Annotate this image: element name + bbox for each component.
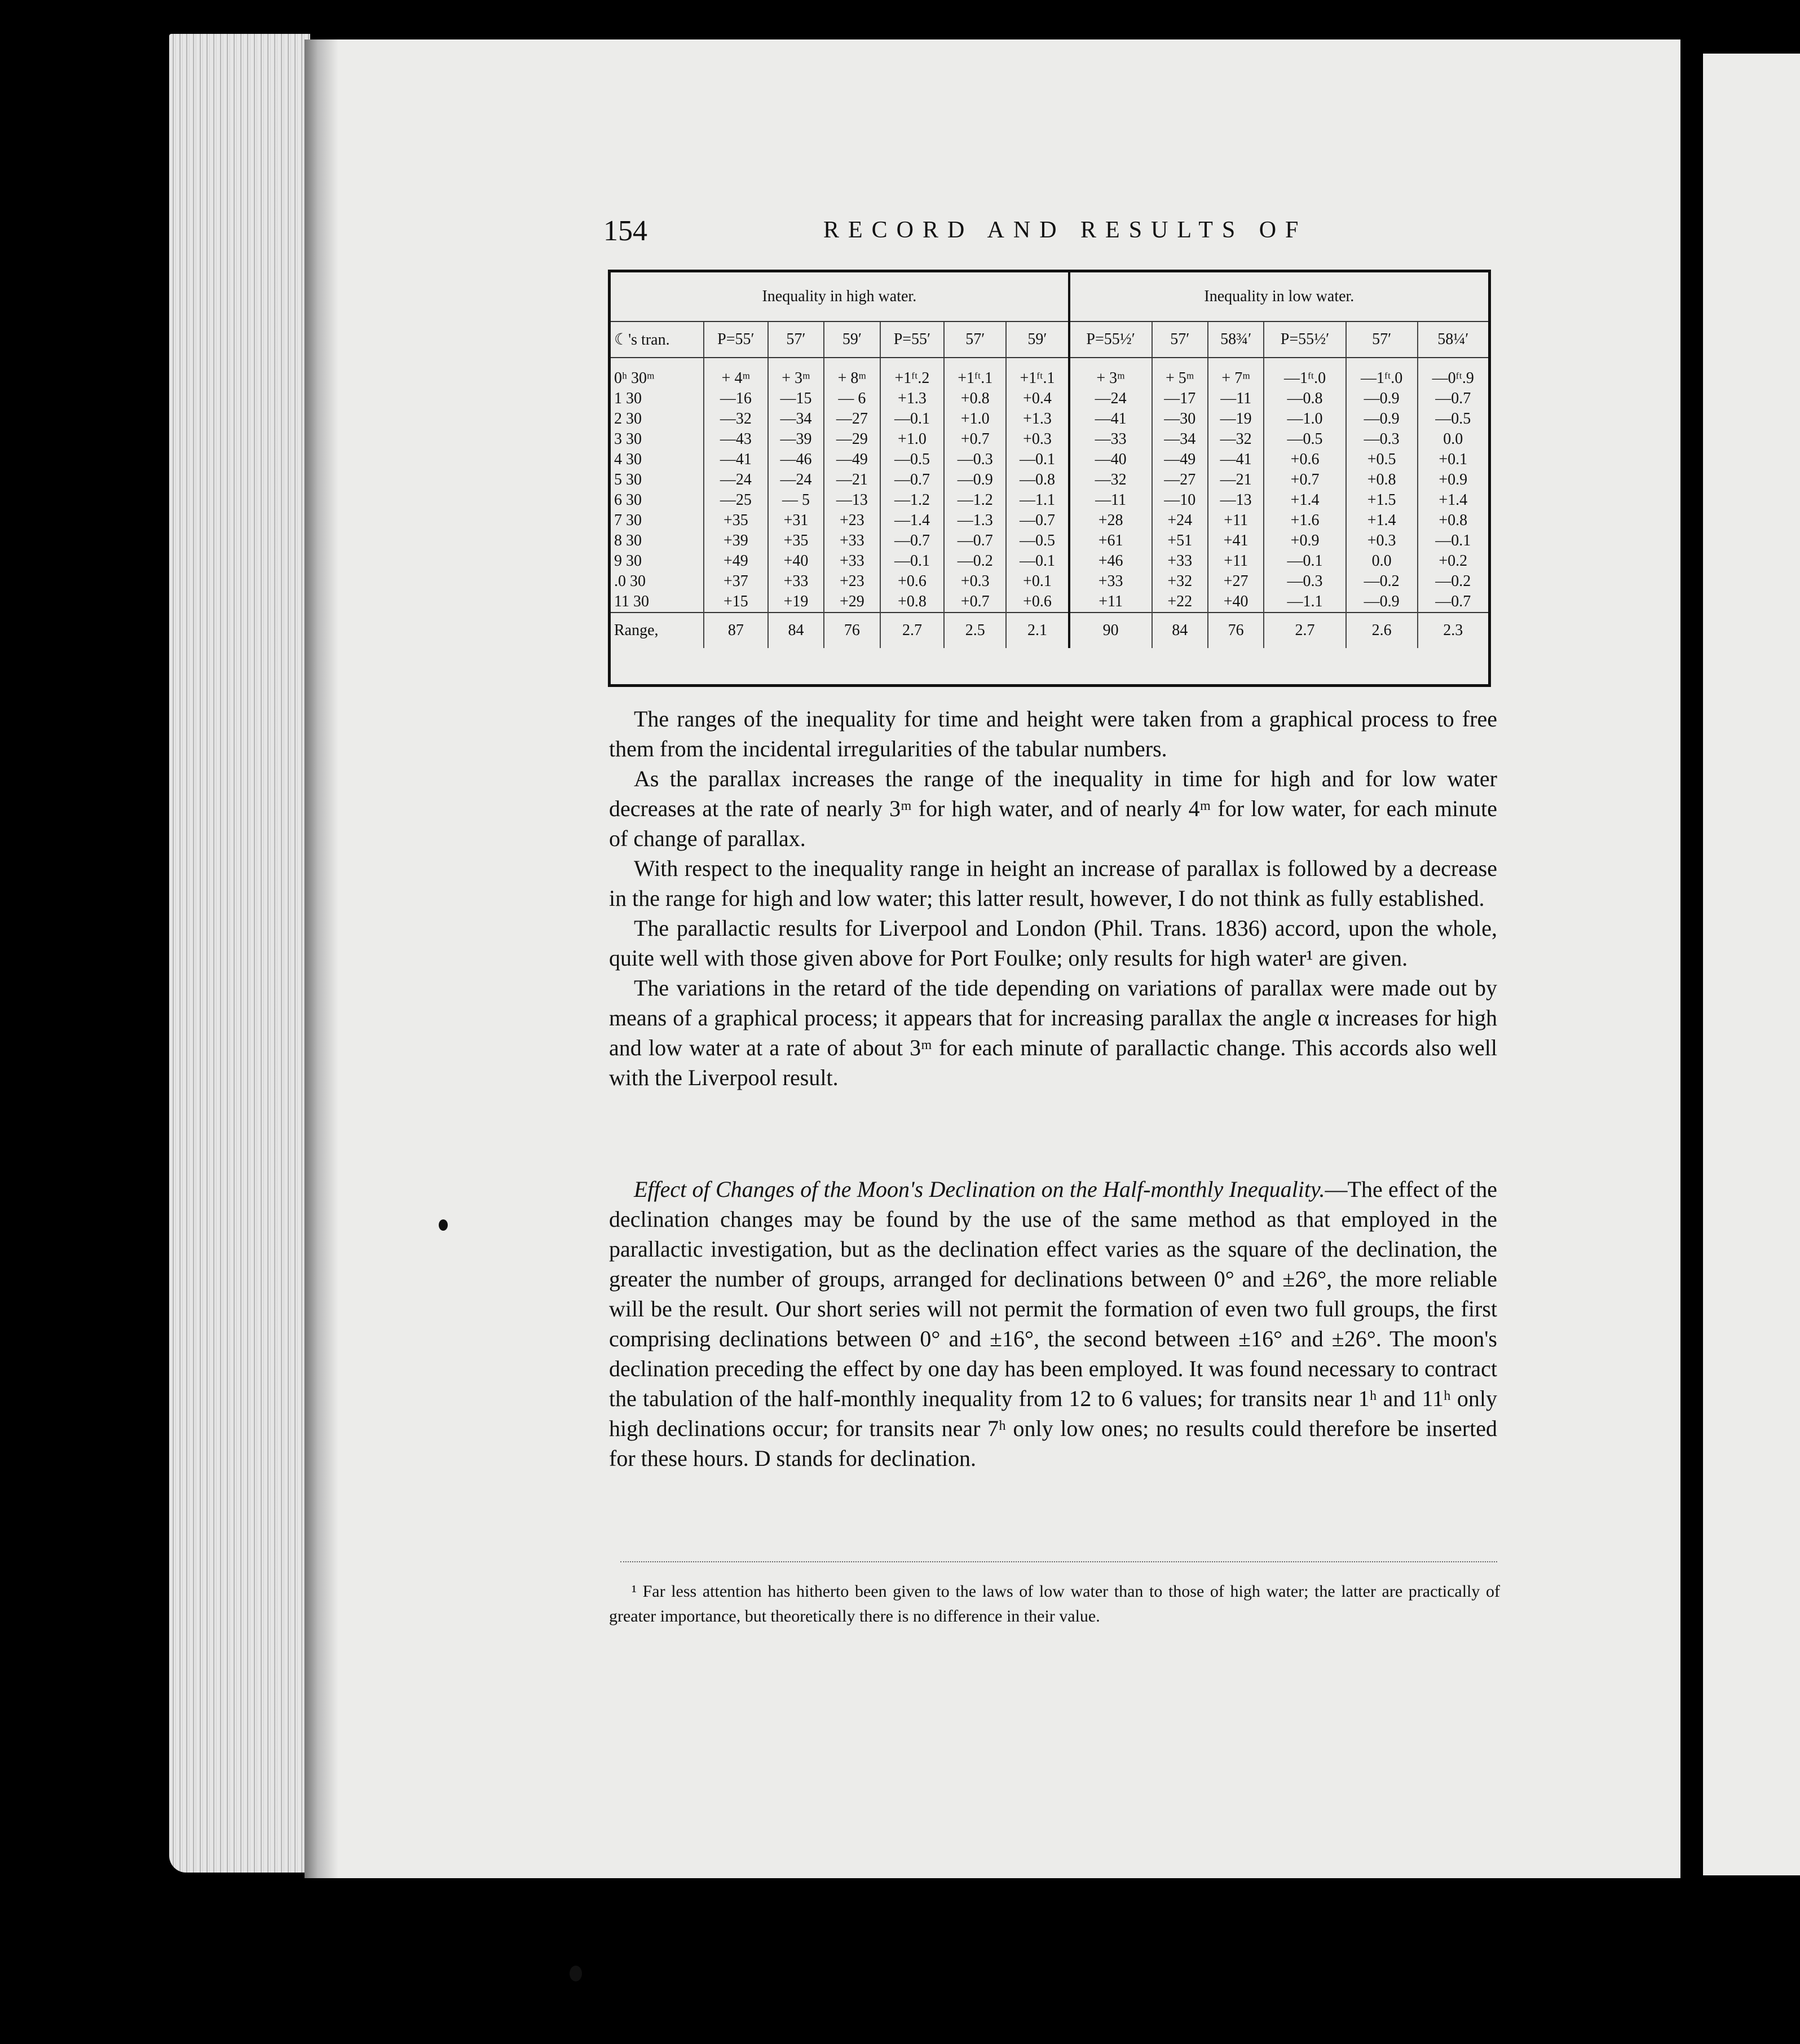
table-cell: —0.3 [944, 450, 1006, 470]
table-cell: —1.0 [1264, 409, 1345, 429]
table-cell: —15 [768, 389, 824, 409]
table-cell: —1ᶠᵗ.0 [1346, 358, 1418, 389]
table-cell: —24 [768, 470, 824, 490]
table-cell: +41 [1208, 531, 1264, 551]
table-cell: + 4ᵐ [704, 358, 768, 389]
table-row [611, 551, 1488, 571]
running-head: RECORD AND RESULTS OF [823, 217, 1308, 243]
table-cell: —41 [1069, 409, 1152, 429]
paragraph: The ranges of the inequality for time and height were taken from a graphical process to free them from the incidental irregularities of the tabular numbers. [609, 706, 1497, 761]
table-cell: —0.1 [880, 409, 945, 429]
table-cell: +0.1 [1006, 571, 1069, 592]
range-cell: 2.7 [880, 613, 945, 648]
table-cell: +22 [1152, 592, 1208, 613]
table-cell: —24 [704, 470, 768, 490]
paragraph: As the parallax increases the range of the inequality in time for high and for low water decreases at the rate of nearly 3ᵐ for high water, and of nearly 4ᵐ for low water, for each minute of change of parallax. [609, 766, 1497, 851]
table-cell: —0.5 [1264, 429, 1345, 450]
paragraph: The variations in the retard of the tide depending on variations of parallax were made out by means of a graphical process; it appears that for increasing parallax the angle α increases for high and low water at a rate of about 3ᵐ for each minute of parallactic change. This accords also well with the Liverpool result. [609, 975, 1497, 1090]
table-cell: +0.1 [1418, 450, 1488, 470]
footnote-rule [620, 1561, 1497, 1562]
table-cell: —0.8 [1264, 389, 1345, 409]
table-cell: +19 [768, 592, 824, 613]
table-cell: —33 [1069, 429, 1152, 450]
table-cell: —0.3 [1346, 429, 1418, 450]
range-cell: 76 [824, 613, 880, 648]
table-cell: —11 [1069, 490, 1152, 510]
table-cell: —49 [1152, 450, 1208, 470]
range-cell: 84 [768, 613, 824, 648]
transit-time-cell: 11 30 [614, 593, 649, 610]
table-cell: —0.7 [1418, 389, 1488, 409]
table-row [611, 409, 1488, 429]
table-cell: —40 [1069, 450, 1152, 470]
table-cell: —0.9 [1346, 409, 1418, 429]
column-header: 59′ [824, 321, 880, 358]
table-row [611, 450, 1488, 470]
table-cell: —24 [1069, 389, 1152, 409]
table-cell: —0.9 [1346, 592, 1418, 613]
facing-page-edge [1703, 54, 1800, 1875]
table-cell: +27 [1208, 571, 1264, 592]
book-page-edges [169, 34, 310, 1873]
table-cell: +0.9 [1418, 470, 1488, 490]
table-cell: +35 [704, 510, 768, 531]
table-cell: —1.2 [880, 490, 945, 510]
table-cell: —34 [768, 409, 824, 429]
table-cell: +23 [824, 510, 880, 531]
column-header: P=55′ [880, 321, 945, 358]
table-cell: + 3ᵐ [768, 358, 824, 389]
table-cell: +1.6 [1264, 510, 1345, 531]
table-cell: +61 [1069, 531, 1152, 551]
paragraph: With respect to the inequality range in height an increase of parallax is followed by a decrease in the range for high and low water; this latter result, however, I do not think as fully established. [609, 856, 1497, 911]
table-cell: —13 [824, 490, 880, 510]
transit-time-cell: 2 30 [614, 410, 642, 428]
table-cell: —27 [824, 409, 880, 429]
table-cell: +1.3 [880, 389, 945, 409]
table-cell: +1.5 [1346, 490, 1418, 510]
column-header: 59′ [1006, 321, 1069, 358]
table-cell: + 8ᵐ [824, 358, 880, 389]
table-cell: —1.2 [944, 490, 1006, 510]
section-heading: Effect of Changes of the Moon's Declination on the Half-monthly Inequality. [634, 1177, 1325, 1202]
table-cell: + 5ᵐ [1152, 358, 1208, 389]
table-cell: +0.3 [944, 571, 1006, 592]
table-cell: +1.4 [1418, 490, 1488, 510]
table-cell: +0.8 [944, 389, 1006, 409]
table-cell: + 7ᵐ [1208, 358, 1264, 389]
table-cell: +1.0 [944, 409, 1006, 429]
column-header: 58¾′ [1208, 321, 1264, 358]
table-cell: +0.8 [1346, 470, 1418, 490]
table-cell: —25 [704, 490, 768, 510]
table-cell: —0.1 [1264, 551, 1345, 571]
table-cell: +31 [768, 510, 824, 531]
table-cell: —21 [824, 470, 880, 490]
column-header: 57′ [944, 321, 1006, 358]
table-cell: +23 [824, 571, 880, 592]
table-cell: +0.7 [944, 592, 1006, 613]
table-cell: —30 [1152, 409, 1208, 429]
table-cell: —34 [1152, 429, 1208, 450]
table-cell: —13 [1208, 490, 1264, 510]
table-row [611, 571, 1488, 592]
group-header-low-water: Inequality in low water. [1069, 272, 1488, 321]
table-cell: +0.7 [944, 429, 1006, 450]
table-cell: +24 [1152, 510, 1208, 531]
column-header: 57′ [768, 321, 824, 358]
table-cell: +0.8 [880, 592, 945, 613]
transit-time-cell: 9 30 [614, 552, 642, 570]
table-cell: +0.4 [1006, 389, 1069, 409]
table-cell: +46 [1069, 551, 1152, 571]
table-cell: —0.5 [1418, 409, 1488, 429]
table-cell: +33 [1152, 551, 1208, 571]
table-cell: +1ᶠᵗ.1 [944, 358, 1006, 389]
table-cell: —41 [1208, 450, 1264, 470]
table-row [611, 358, 1488, 389]
table-cell: —0.9 [1346, 389, 1418, 409]
footnote-text: ¹ Far less attention has hitherto been given to the laws of low water than to those of high water; the latter are practically of greater importance, but theoretically there is no difference in their value. [609, 1582, 1500, 1625]
table-cell: —0.3 [1264, 571, 1345, 592]
table-cell: —21 [1208, 470, 1264, 490]
table-row [611, 531, 1488, 551]
table-cell: —19 [1208, 409, 1264, 429]
table-cell: —0.5 [880, 450, 945, 470]
ink-spot [439, 1219, 448, 1231]
body-text [609, 704, 1497, 1093]
table-cell: +1.0 [880, 429, 945, 450]
range-cell: 2.3 [1418, 613, 1488, 648]
table-row [611, 510, 1488, 531]
table-cell: —1.1 [1264, 592, 1345, 613]
table-cell: —0ᶠᵗ.9 [1418, 358, 1488, 389]
transit-time-cell: 1 30 [614, 390, 642, 407]
range-cell: 76 [1208, 613, 1264, 648]
table-cell: —0.2 [1418, 571, 1488, 592]
range-label: Range, [611, 613, 704, 648]
table-row [611, 389, 1488, 409]
column-header: ☾'s tran. [611, 321, 704, 358]
table-cell: —0.7 [1418, 592, 1488, 613]
table-cell: 0.0 [1418, 429, 1488, 450]
table-cell: — 5 [768, 490, 824, 510]
range-cell: 2.5 [944, 613, 1006, 648]
table-cell: —32 [704, 409, 768, 429]
paragraph: The parallactic results for Liverpool and London (Phil. Trans. 1836) accord, upon the whole, quite well with those given above for Port Foulke; only results for high water¹ are given. [609, 915, 1497, 971]
column-header: P=55½′ [1264, 321, 1345, 358]
table-cell: —0.1 [1418, 531, 1488, 551]
footnote [609, 1579, 1500, 1629]
table-cell: —49 [824, 450, 880, 470]
table-cell: 0.0 [1346, 551, 1418, 571]
column-header: P=55½′ [1069, 321, 1152, 358]
range-cell: 84 [1152, 613, 1208, 648]
table-cell: +1ᶠᵗ.2 [880, 358, 945, 389]
table-cell: +0.3 [1006, 429, 1069, 450]
table-cell: —39 [768, 429, 824, 450]
table-cell: +1.4 [1264, 490, 1345, 510]
table-cell: —0.9 [944, 470, 1006, 490]
group-header-high-water: Inequality in high water. [762, 288, 917, 305]
range-cell: 2.6 [1346, 613, 1418, 648]
table-cell: +1ᶠᵗ.1 [1006, 358, 1069, 389]
range-cell: 2.7 [1264, 613, 1345, 648]
table-cell: —0.7 [880, 531, 945, 551]
table-cell: +51 [1152, 531, 1208, 551]
transit-time-cell: 7 30 [614, 512, 642, 529]
table-cell: —17 [1152, 389, 1208, 409]
table-cell: —1.1 [1006, 490, 1069, 510]
table-cell: +11 [1208, 551, 1264, 571]
table-cell: —10 [1152, 490, 1208, 510]
table-cell: —1.3 [944, 510, 1006, 531]
page-number: 154 [603, 215, 647, 247]
transit-time-cell: .0 30 [614, 572, 646, 590]
column-header: 58¼′ [1418, 321, 1488, 358]
transit-time-cell: 6 30 [614, 491, 642, 509]
column-header: 57′ [1152, 321, 1208, 358]
range-cell: 90 [1069, 613, 1152, 648]
table-cell: —0.1 [880, 551, 945, 571]
table-cell: +0.6 [1006, 592, 1069, 613]
table-cell: —0.7 [944, 531, 1006, 551]
table-cell: —0.2 [1346, 571, 1418, 592]
table-cell: +28 [1069, 510, 1152, 531]
table-cell: —0.7 [880, 470, 945, 490]
table-cell: +0.2 [1418, 551, 1488, 571]
table-cell: + 3ᵐ [1069, 358, 1152, 389]
table-cell: +33 [824, 531, 880, 551]
range-cell: 87 [704, 613, 768, 648]
table-cell: +40 [768, 551, 824, 571]
table-cell: +0.7 [1264, 470, 1345, 490]
table-cell: —0.5 [1006, 531, 1069, 551]
table-cell: +33 [1069, 571, 1152, 592]
table-cell: +33 [768, 571, 824, 592]
table-cell: +33 [824, 551, 880, 571]
table-cell: +11 [1069, 592, 1152, 613]
column-header: P=55′ [704, 321, 768, 358]
column-header: 57′ [1346, 321, 1418, 358]
table-cell: +0.8 [1418, 510, 1488, 531]
table-cell: —41 [704, 450, 768, 470]
table-cell: +29 [824, 592, 880, 613]
ink-spot [570, 1966, 582, 1981]
table-row [611, 470, 1488, 490]
table-cell: —0.7 [1006, 510, 1069, 531]
table-row [611, 592, 1488, 613]
table-cell: —1ᶠᵗ.0 [1264, 358, 1345, 389]
table-cell: +37 [704, 571, 768, 592]
table-cell: +39 [704, 531, 768, 551]
table-row [611, 429, 1488, 450]
table-cell: +0.6 [880, 571, 945, 592]
transit-time-cell: 4 30 [614, 451, 642, 468]
section-body: —The effect of the declination changes may be found by the use of the same method as that employed in the parallactic investigation, but as the declination effect varies as the square of the declination, the greater the number of groups, arranged for declinations between 0° and ±26°, the more reliable will be the result. Our short series will not permit the formation of even two full groups, the first comprising declinations between 0° and ±16°, the second between ±16° and ±26°. The moon's declination preceding the effect by one day has been employed. It was found necessary to contract the tabulation of the half-monthly inequality from 12 to 6 values; for transits near 1ʰ and 11ʰ only high declinations occur; for transits near 7ʰ only low ones; no results could therefore be inserted for these hours. D stands for declination. [609, 1177, 1497, 1471]
table-cell: —32 [1208, 429, 1264, 450]
inequality-table [608, 270, 1491, 687]
transit-time-cell: 3 30 [614, 430, 642, 448]
table-cell: —16 [704, 389, 768, 409]
table-cell: +0.5 [1346, 450, 1418, 470]
range-cell: 2.1 [1006, 613, 1069, 648]
table-cell: —29 [824, 429, 880, 450]
transit-time-cell: 8 30 [614, 532, 642, 549]
spine-shadow [305, 39, 338, 1878]
table-cell: —27 [1152, 470, 1208, 490]
table-cell: +15 [704, 592, 768, 613]
table-cell: +40 [1208, 592, 1264, 613]
table-cell: —46 [768, 450, 824, 470]
table-cell: +0.6 [1264, 450, 1345, 470]
table-cell: —32 [1069, 470, 1152, 490]
table-cell: +32 [1152, 571, 1208, 592]
table-cell: —0.2 [944, 551, 1006, 571]
table-cell: +1.3 [1006, 409, 1069, 429]
table-cell: +0.9 [1264, 531, 1345, 551]
transit-time-cell: 0ʰ 30ᵐ [614, 369, 655, 387]
table-cell: +1.4 [1346, 510, 1418, 531]
table-cell: +35 [768, 531, 824, 551]
table-cell: —43 [704, 429, 768, 450]
table-cell: —1.4 [880, 510, 945, 531]
table-cell: —11 [1208, 389, 1264, 409]
table-cell: +49 [704, 551, 768, 571]
table-cell: — 6 [824, 389, 880, 409]
table-cell: —0.1 [1006, 450, 1069, 470]
table-cell: +0.3 [1346, 531, 1418, 551]
transit-time-cell: 5 30 [614, 471, 642, 488]
table-row [611, 490, 1488, 510]
table-cell: —0.8 [1006, 470, 1069, 490]
declination-section [609, 1174, 1497, 1473]
table-cell: +11 [1208, 510, 1264, 531]
table-cell: —0.1 [1006, 551, 1069, 571]
